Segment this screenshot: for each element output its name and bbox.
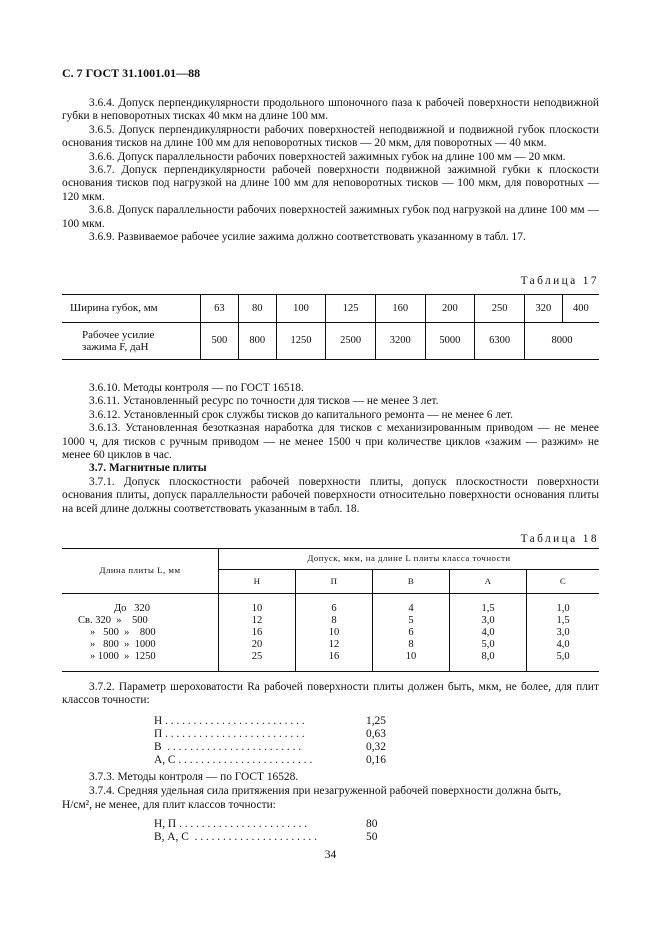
- table18-column-H: [219, 594, 296, 672]
- table18-cell: 1,0: [556, 603, 570, 614]
- table18-cell: 4: [408, 603, 414, 614]
- table18-cell: 10: [251, 603, 263, 614]
- table18-cell: 12: [328, 639, 340, 650]
- table17-cell: 2500: [326, 323, 376, 360]
- paragraphs-3-7-3-4: [62, 771, 599, 812]
- table18-cell: 16: [328, 651, 340, 662]
- table17-width-row: [62, 295, 599, 323]
- table17-cell: 160: [375, 295, 425, 323]
- table17-force-label-1: Рабочее усилие: [82, 329, 155, 341]
- table17-cell: 250: [475, 295, 525, 323]
- table18-length: Св. 320 » 500: [78, 615, 148, 626]
- table17-cell: 800: [238, 323, 276, 360]
- roughness-value: 0,16: [366, 754, 386, 766]
- attraction-value: 80: [366, 818, 378, 830]
- table18-cell: 10: [328, 627, 340, 638]
- paragraph-3-6-7: 3.6.7. Допуск перпендикулярности рабочей поверхности подвижной зажимной губки к плоскости основания тисков под нагрузкой на длине 100 мм для неповоротных тисков — 100 мкм, для поворотных — 120 мкм.: [62, 164, 599, 203]
- paragraph-3-6-9: 3.6.9. Развиваемое рабочее усилие зажима должно соответствовать указанному в табл. 17.: [89, 231, 526, 244]
- paragraph-3-6-5: 3.6.5. Допуск перпендикулярности рабочих поверхностей неподвижной и подвижной губок плоскости основания тисков на длине 100 мм для неповоротных тисков — 20 мкм, для поворотных — 40 мкм.: [62, 123, 599, 150]
- table-17: [62, 294, 599, 360]
- table17-caption-wrap: [62, 275, 599, 288]
- table18-caption: Таблица 18: [520, 533, 599, 545]
- table18-cell: 8: [408, 639, 414, 650]
- table18-cell: 12: [251, 615, 263, 626]
- table18-cell: 20: [251, 639, 263, 650]
- table18-cell: 1,5: [481, 603, 495, 614]
- table17-caption: Таблица 17: [520, 275, 599, 287]
- table18-group-header: Допуск, мкм, на длине L плиты класса точности: [219, 549, 600, 570]
- paragraph-3-7-2-wrap: [62, 681, 599, 708]
- table18-body-row: [62, 594, 599, 672]
- table18-column-P: [296, 594, 373, 672]
- page-number: 34: [324, 849, 337, 861]
- paragraph-3-7-2: 3.7.2. Параметр шероховатости Ra рабочей поверхности плиты должен быть, мкм, не более, для плит классов точности:: [62, 681, 599, 707]
- table17-width-label: Ширина губок, мм: [62, 295, 201, 323]
- table17-cell: 3200: [375, 323, 425, 360]
- table18-length: » 1000 » 1250: [90, 651, 156, 662]
- table18-class-header: А: [450, 570, 527, 594]
- table18-length-header: Длина плиты L, мм: [99, 565, 181, 576]
- roughness-label: А, С . . . . . . . . . . . . . . . . . . . . . . . .: [154, 754, 313, 766]
- paragraph-3-6-13: 3.6.13. Установленная безотказная наработка для тисков с механизированным приводом — не менее 1000 ч, для тисков с ручным приводом — не менее 1500 ч при количестве циклов «зажим — разжим» не менее 60 циклов в час.: [62, 422, 599, 462]
- table17-cell: 1250: [276, 323, 326, 360]
- table18-cell: 5,0: [556, 651, 570, 662]
- table-18: [62, 548, 599, 672]
- roughness-label: Н . . . . . . . . . . . . . . . . . . . . . . . . .: [154, 715, 305, 727]
- table18-cell: 5,0: [481, 639, 495, 650]
- roughness-value: 1,25: [366, 715, 386, 727]
- table18-cell: 3,0: [556, 627, 570, 638]
- table18-cell: 4,0: [556, 639, 570, 650]
- table18-cell: 5: [408, 615, 414, 626]
- table18-column-C: [527, 594, 600, 672]
- table17-force-label: [62, 323, 201, 360]
- table18-cell: 6: [331, 603, 337, 614]
- paragraph-3-6-8: 3.6.8. Допуск параллельности рабочих поверхностей зажимных губок под нагрузкой на длине 100 мм — 100 мкм.: [62, 204, 599, 230]
- table18-cell: 1,5: [556, 615, 570, 626]
- table18-cell: 10: [405, 651, 417, 662]
- table17-cell: 63: [201, 295, 239, 323]
- paragraph-3-6-6: 3.6.6. Допуск параллельности рабочих поверхностей зажимных губок на длине 100 мм — 20 мкм.: [89, 150, 566, 163]
- table17-cell: 80: [238, 295, 276, 323]
- section-3-7-heading: 3.7. Магнитные плиты: [89, 462, 207, 475]
- table18-cell: 4,0: [481, 627, 495, 638]
- table18-cell: 25: [251, 651, 263, 662]
- table18-length: » 500 » 800: [90, 627, 156, 638]
- table17-cell: 320: [524, 295, 562, 323]
- table18-cell: 16: [251, 627, 263, 638]
- table17-cell: 200: [425, 295, 475, 323]
- paragraph-3-6-12: 3.6.12. Установленный срок службы тисков до капитального ремонта — не менее 6 лет.: [89, 408, 514, 421]
- paragraph-3-6-4: 3.6.4. Допуск перпендикулярности продольного шпоночного паза к рабочей поверхности неподвижной губки в неповоротных тисках 40 мкм на длине 100 мм.: [62, 97, 599, 123]
- table18-class-header: П: [296, 570, 373, 594]
- table18-cell: 8: [331, 615, 337, 626]
- attraction-label: Н, П . . . . . . . . . . . . . . . . . . . . . . .: [154, 818, 308, 830]
- table18-cell: 8,0: [481, 651, 495, 662]
- roughness-value: 0,63: [366, 728, 386, 740]
- paragraph-3-6-11: 3.6.11. Установленный ресурс по точности для тисков — не менее 3 лет.: [89, 395, 439, 408]
- page-header: С. 7 ГОСТ 31.1001.01—88: [62, 66, 201, 80]
- paragraph-3-6-10: 3.6.10. Методы контроля — по ГОСТ 16518.: [89, 382, 304, 394]
- table17-cell: 100: [276, 295, 326, 323]
- paragraph-3-7-3: 3.7.3. Методы контроля — по ГОСТ 16528.: [89, 771, 299, 783]
- section-3-6-paragraphs-a: [62, 97, 599, 244]
- table18-length-column: [62, 594, 219, 672]
- table18-class-header: Н: [219, 570, 296, 594]
- table17-cell: 5000: [425, 323, 475, 360]
- table17-cell-merged: 8000: [524, 323, 599, 360]
- table17-force-label-2: зажима F, даН: [82, 341, 149, 353]
- roughness-label: В . . . . . . . . . . . . . . . . . . . . . . . .: [154, 741, 302, 753]
- table18-column-V: [373, 594, 450, 672]
- table18-cell: 3,0: [481, 615, 495, 626]
- table18-length: До 320: [114, 603, 151, 614]
- roughness-label: П . . . . . . . . . . . . . . . . . . . . . . . . .: [154, 728, 305, 740]
- table18-length: » 800 » 1000: [90, 639, 156, 650]
- table17-cell: 6300: [475, 323, 525, 360]
- section-3-6-paragraphs-b: [62, 382, 599, 516]
- table18-caption-wrap: [62, 533, 599, 546]
- table18-class-header: С: [527, 570, 600, 594]
- paragraph-3-7-4-cont: Н/см², не менее, для плит классов точности:: [62, 798, 276, 811]
- table18-column-A: [450, 594, 527, 672]
- table17-cell: 125: [326, 295, 376, 323]
- paragraph-3-7-1: 3.7.1. Допуск плоскостности рабочей поверхности плиты, допуск плоскостности поверхности основания плиты, допуск параллельности рабочей поверхности относительно поверхности основания плиты на всей длине должны соответствовать указанным в табл. 18.: [62, 475, 599, 515]
- attraction-value: 50: [366, 831, 378, 843]
- table17-force-row: [62, 323, 599, 360]
- table18-header-row-1: [62, 549, 599, 570]
- table18-class-header: В: [373, 570, 450, 594]
- table17-cell: 400: [562, 295, 599, 323]
- roughness-value: 0,32: [366, 741, 386, 753]
- table17-cell: 500: [201, 323, 239, 360]
- table18-cell: 6: [408, 627, 414, 638]
- attraction-label: В, А, С . . . . . . . . . . . . . . . . . . . . . .: [154, 831, 317, 843]
- paragraph-3-7-4: 3.7.4. Средняя удельная сила притяжения при незагруженной рабочей поверхности должна быть,: [89, 785, 562, 798]
